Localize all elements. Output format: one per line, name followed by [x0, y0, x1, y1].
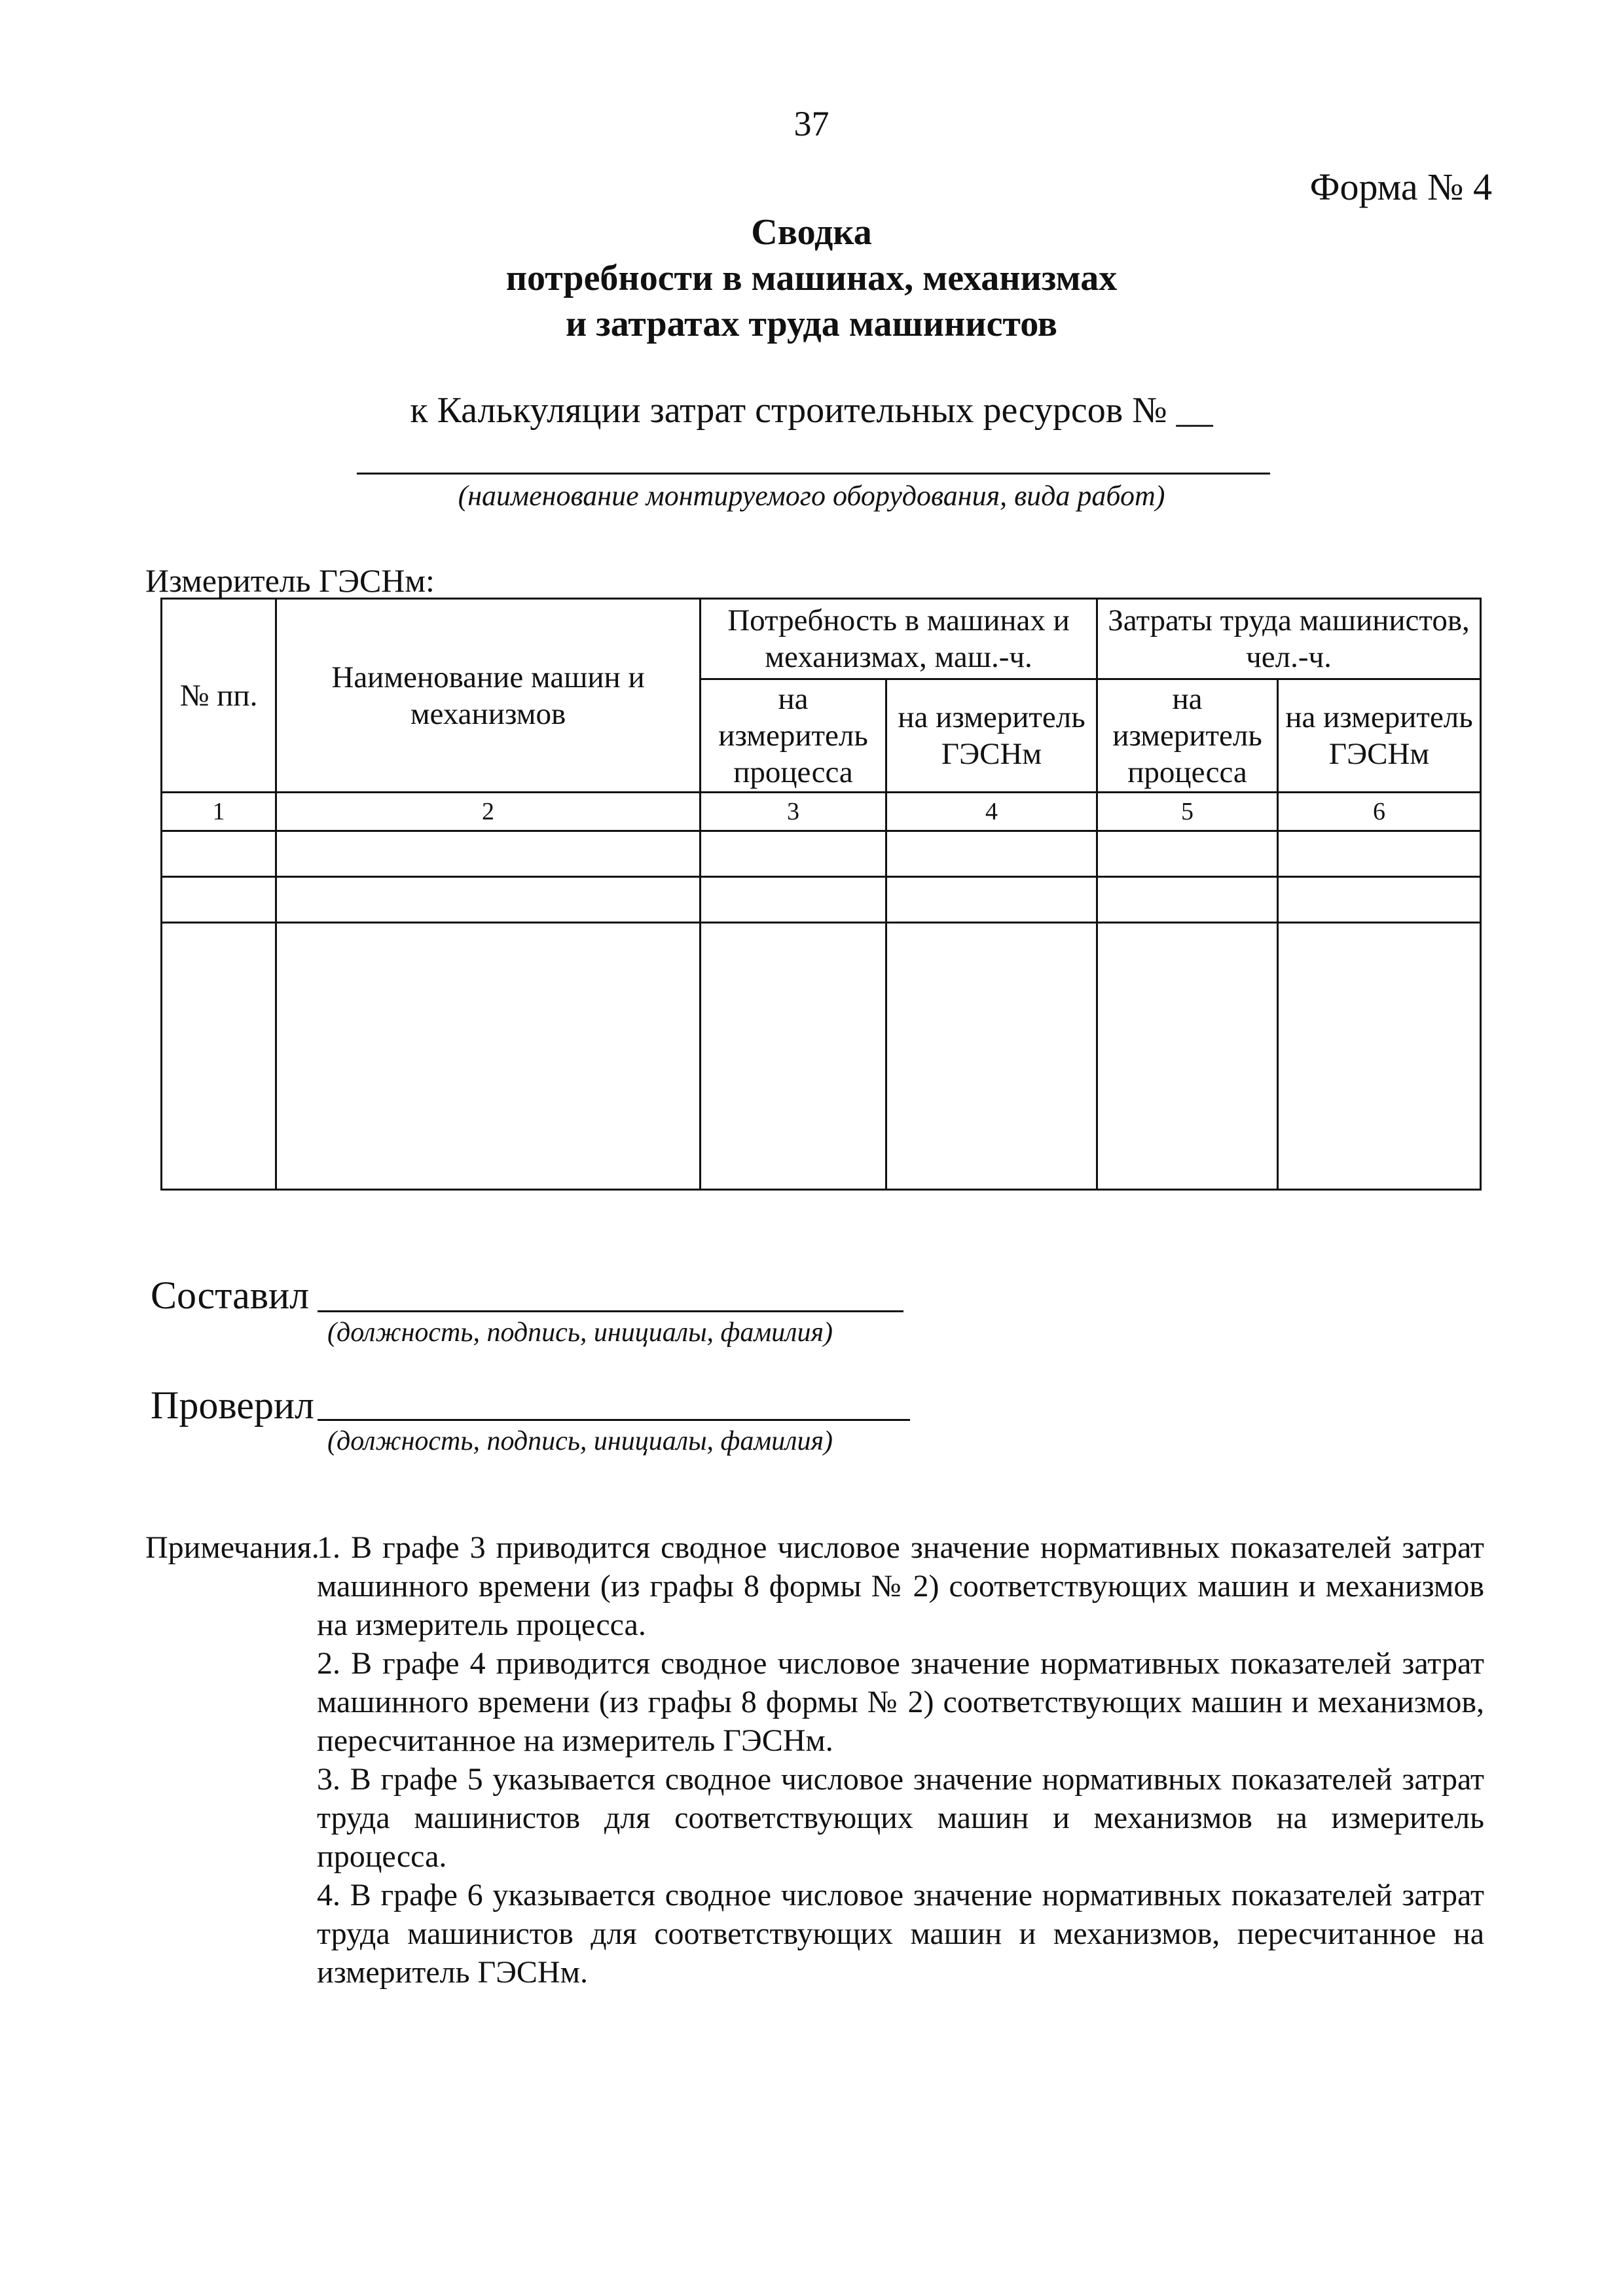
- title-line-3: и затратах труда машинистов: [565, 304, 1058, 344]
- table-cell[interactable]: [1097, 923, 1278, 1190]
- table-cell[interactable]: [886, 831, 1097, 877]
- table-cell[interactable]: [1278, 877, 1481, 923]
- compiled-by-line[interactable]: [318, 1310, 903, 1312]
- table-cell[interactable]: [701, 831, 886, 877]
- equipment-name-caption: (наименование монтируемого оборудования, вида работ): [458, 480, 1165, 512]
- table-cell[interactable]: [276, 877, 701, 923]
- compiled-by-label: Составил: [151, 1274, 310, 1317]
- table-row: [162, 923, 1481, 1190]
- checked-by-caption: (должность, подпись, инициалы, фамилия): [327, 1426, 833, 1456]
- table-cell[interactable]: [1278, 923, 1481, 1190]
- table-cell[interactable]: [1278, 831, 1481, 877]
- notes-label: Примечания.: [145, 1530, 319, 1565]
- subheader-labor-process: на измеритель процесса: [1097, 679, 1278, 793]
- header-number: № пп.: [162, 599, 276, 793]
- column-number: 1: [162, 793, 276, 831]
- table-cell[interactable]: [1097, 831, 1278, 877]
- table-cell[interactable]: [701, 877, 886, 923]
- table-cell[interactable]: [276, 923, 701, 1190]
- column-number: 2: [276, 793, 701, 831]
- subheader-labor-gesnm: на измеритель ГЭСНм: [1278, 679, 1481, 793]
- table-cell[interactable]: [162, 923, 276, 1190]
- notes-section: [145, 1528, 1484, 1992]
- column-number: 4: [886, 793, 1097, 831]
- table-cell[interactable]: [701, 923, 886, 1190]
- checked-by-label: Проверил: [151, 1384, 314, 1427]
- column-number: 5: [1097, 793, 1278, 831]
- table-cell[interactable]: [1097, 877, 1278, 923]
- column-number: 3: [701, 793, 886, 831]
- table-cell[interactable]: [276, 831, 701, 877]
- column-numbers-row: [162, 793, 1481, 831]
- requirements-table: [160, 598, 1482, 1191]
- equipment-name-line[interactable]: [357, 473, 1270, 475]
- table-row: [162, 831, 1481, 877]
- note-item: 3. В графе 5 указывается сводное числовое значение нормативных показателей затрат труда машинистов для соответствующих машин и механизмов на измеритель процесса.: [317, 1762, 1484, 1874]
- table-cell[interactable]: [886, 877, 1097, 923]
- note-item: 4. В графе 6 указывается сводное числовое значение нормативных показателей затрат труда машинистов для соответствующих машин и механизмов, пересчитанное на измеритель ГЭСНм.: [317, 1878, 1484, 1990]
- calculation-reference: к Калькуляции затрат строительных ресурсов № __: [410, 390, 1213, 431]
- note-item: 1. В графе 3 приводится сводное числовое значение нормативных показателей затрат машинного времени (из графы 8 формы № 2) соответствующих машин и механизмов на измеритель процесса.: [317, 1530, 1484, 1642]
- header-machine-name: Наименование машин и механизмов: [276, 599, 701, 793]
- subheader-machines-gesnm: на измеритель ГЭСНм: [886, 679, 1097, 793]
- header-labor-cost: Затраты труда машинистов, чел.-ч.: [1097, 599, 1481, 679]
- table-cell[interactable]: [886, 923, 1097, 1190]
- header-machine-demand: Потребность в машинах и механизмах, маш.-ч.: [701, 599, 1097, 679]
- table-header-row: [162, 599, 1481, 679]
- title-line-1: Сводка: [751, 212, 872, 253]
- table-cell[interactable]: [162, 877, 276, 923]
- column-number: 6: [1278, 793, 1481, 831]
- measure-label: Измеритель ГЭСНм:: [145, 562, 435, 599]
- page-number: 37: [793, 104, 830, 143]
- title-line-2: потребности в машинах, механизмах: [505, 258, 1118, 298]
- table-cell[interactable]: [162, 831, 276, 877]
- table-row: [162, 877, 1481, 923]
- compiled-by-caption: (должность, подпись, инициалы, фамилия): [327, 1318, 833, 1348]
- subheader-machines-process: на измеритель процесса: [701, 679, 886, 793]
- form-number: Форма № 4: [1309, 166, 1492, 208]
- document-title: [0, 209, 1623, 347]
- note-item: 2. В графе 4 приводится сводное числовое значение нормативных показателей затрат машинного времени (из графы 8 формы № 2) соответствующих машин и механизмов, пересчитанное на измеритель ГЭСНм.: [317, 1646, 1484, 1758]
- checked-by-line[interactable]: [318, 1419, 910, 1421]
